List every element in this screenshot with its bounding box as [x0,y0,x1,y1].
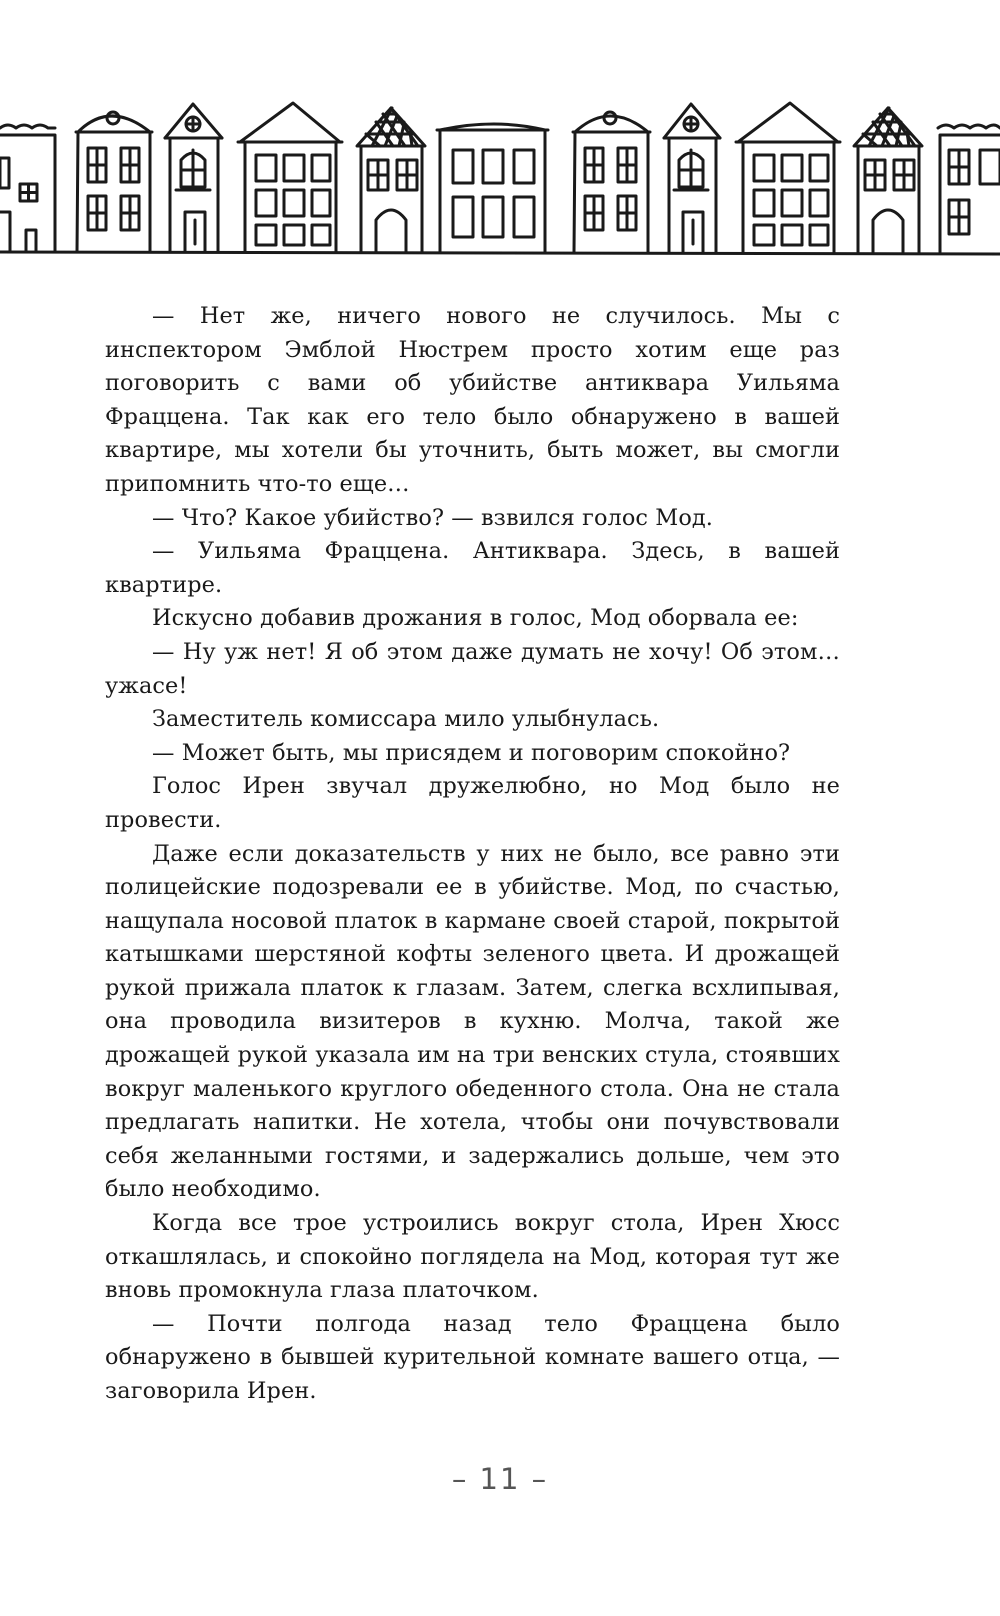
paragraph: — Почти полгода назад тело Фраццена было обнаружено в бывшей курительной комнате вашего отца, — заговорила Ирен. [105,1310,840,1404]
paragraph: Заместитель комиссара мило улыбнулась. [152,706,660,733]
houses-illustration [0,95,1000,265]
paragraph: Когда все трое устроились вокруг стола, Ирен Хюсс откашлялась, и спокойно поглядела на Мод, которая тут же вновь промокнула глаза платочком. [105,1210,840,1304]
paragraph: — Нет же, ничего нового не случилось. Мы с инспектором Эмблой Нюстрем просто хотим еще раз поговорить с вами об убийстве антиквара Уильяма Фраццена. Так как его тело было обнаружено в вашей квартире, мы хотели бы уточнить, быть может, вы смогли припомнить что-то еще… [105,303,840,497]
paragraph: Даже если доказательств у них не было, все равно эти полицейские подозревали ее в убийстве. Мод, по счастью, нащупала носовой платок в кармане своей старой, покрытой катышками шерстяной кофты зеленого цвета. И дрожащей рукой прижала платок к глазам. Затем, слегка всхлипывая, она проводила визитеров в кухню. Молча, такой же дрожащей рукой указала им на три венских стула, стоявших вокруг маленького круглого обеденного стола. Она не стала предлагать напитки. Не хотела, чтобы они почувствовали себя желанными гостями, и задержались дольше, чем это было необходимо. [105,840,840,1203]
house-9 [854,108,922,252]
paragraph: — Уильяма Фраццена. Антиквара. Здесь, в вашей квартире. [105,538,840,598]
house-3 [238,103,342,252]
body-text [105,300,840,1409]
house-7 [664,104,720,252]
house-1 [76,112,152,252]
house-2 [165,104,222,252]
paragraph: — Может быть, мы присядем и поговорим спокойно? [152,739,791,766]
house-4 [357,108,425,252]
paragraph: — Ну уж нет! Я об этом даже думать не хочу! Об этом… ужасе! [105,638,840,699]
house-8 [736,103,840,252]
page-number: – 11 – [451,1462,549,1496]
paragraph: Голос Ирен звучал дружелюбно, но Мод было не провести. [105,773,840,833]
house-partial-right [938,125,1000,252]
house-partial-left [0,125,55,252]
house-5 [437,124,548,252]
house-6 [573,112,650,252]
paragraph: — Что? Какое убийство? — взвился голос Мод. [152,504,714,531]
paragraph: Искусно добавив дрожания в голос, Мод оборвала ее: [152,605,799,632]
